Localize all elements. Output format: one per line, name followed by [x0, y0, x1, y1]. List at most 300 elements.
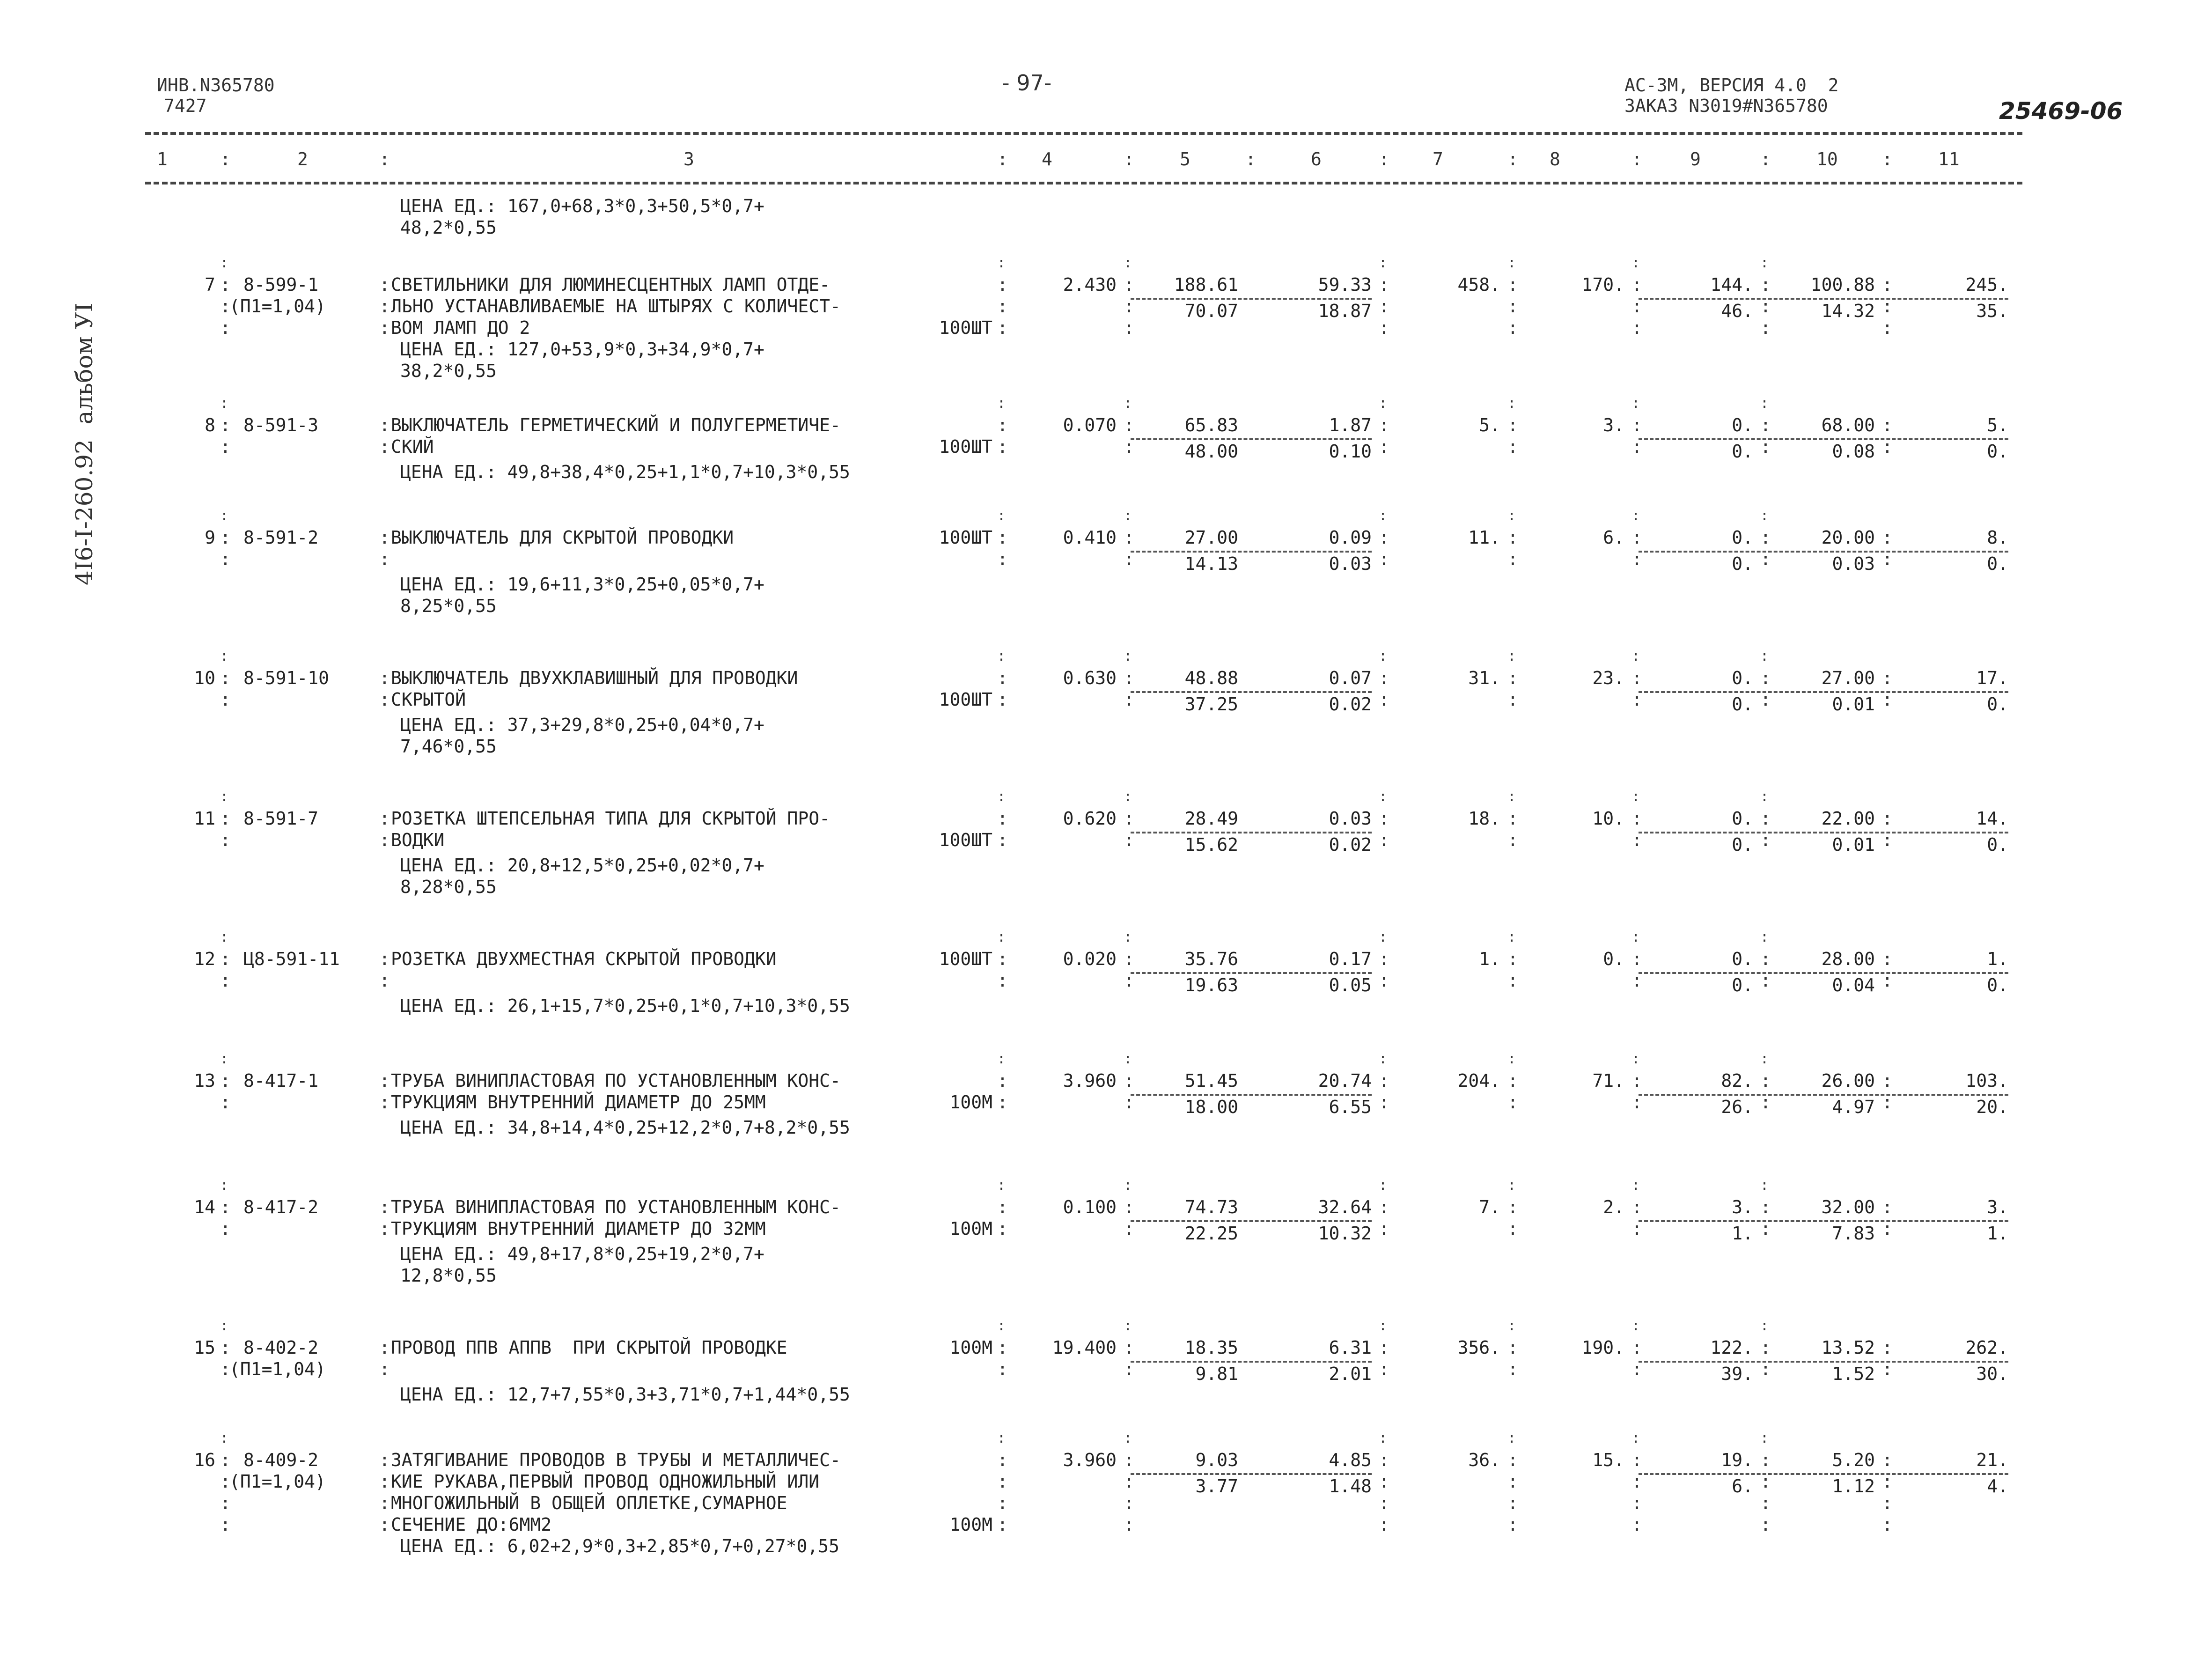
cell-separator: : [379, 1337, 390, 1358]
cell-separator: : [1507, 808, 1518, 829]
cell-separator: : [220, 436, 231, 457]
unit-price-formula: ЦЕНА ЕД.: 34,8+14,4*0,25+12,2*0,7+8,2*0,55 [400, 1117, 850, 1138]
value-c6: 0.03 [1329, 808, 1372, 829]
unit-label: 100ШТ [939, 689, 992, 710]
cell-separator: : [1760, 317, 1771, 338]
value-c5: 27.00 [1184, 527, 1238, 548]
cell-separator: : [1631, 1070, 1642, 1091]
unit-price-formula: 8,28*0,55 [400, 877, 497, 897]
cell-separator: : [1379, 255, 1388, 271]
cell-separator: : [997, 508, 1006, 524]
column-header-3: 3 [683, 149, 694, 170]
column-separator: : [1631, 149, 1642, 170]
cell-separator: : [220, 789, 229, 805]
cell-separator: : [1379, 296, 1389, 317]
row-code: 8-599-1 [243, 274, 319, 295]
value-c5: 188.61 [1174, 274, 1238, 295]
value-c9: 0. [1732, 527, 1753, 548]
cell-separator: : [997, 1337, 1008, 1358]
inventory-number: ИНВ.N365780 [157, 75, 275, 96]
cell-separator: : [1507, 1450, 1518, 1470]
value-c6: 32.64 [1318, 1197, 1372, 1217]
cell-separator: : [379, 668, 390, 688]
cell-separator: : [1379, 436, 1389, 457]
cell-separator: : [1379, 1092, 1389, 1113]
cell-separator: : [379, 1514, 390, 1535]
description-line: ЛЬНО УСТАНАВЛИВАЕМЫЕ НА ШТЫРЯХ С КОЛИЧЕСТ- [391, 296, 841, 317]
cell-separator: : [997, 1218, 1008, 1239]
subtotal-divider [1639, 1094, 2008, 1096]
description-line: ПРОВОД ППВ АППВ ПРИ СКРЫТОЙ ПРОВОДКЕ [391, 1337, 787, 1358]
cell-separator: : [1507, 929, 1516, 945]
value-c11: 1. [1987, 949, 2008, 969]
cell-separator: : [1124, 1092, 1134, 1113]
cell-separator: : [220, 395, 229, 412]
cell-separator: : [1631, 508, 1640, 524]
unit-label: 100ШТ [939, 527, 992, 548]
cell-separator: : [997, 949, 1008, 969]
header-top-rule [145, 132, 2022, 135]
cell-separator: : [220, 1493, 231, 1513]
cell-separator: : [1760, 808, 1771, 829]
cell-separator: : [220, 1450, 231, 1470]
value-c5: 74.73 [1184, 1197, 1238, 1217]
cell-separator: : [1124, 549, 1134, 569]
unit-label: 100ШТ [939, 949, 992, 969]
subtotal-divider [1131, 1094, 1372, 1096]
cell-separator: : [1760, 274, 1771, 295]
cell-separator: : [1631, 949, 1642, 969]
cell-separator: : [1124, 1450, 1134, 1470]
value-c9: 19. [1721, 1450, 1753, 1470]
cell-separator: : [220, 648, 229, 664]
cell-separator: : [1507, 415, 1518, 435]
cell-separator: : [1631, 395, 1640, 412]
value-c6b: 0.05 [1329, 975, 1372, 995]
cell-separator: : [1507, 1471, 1518, 1492]
value-c4: 0.630 [1063, 668, 1117, 688]
cell-separator: : [220, 689, 231, 710]
cell-separator: : [1882, 549, 1893, 569]
cell-separator: : [1631, 1318, 1640, 1334]
cell-separator: : [379, 317, 390, 338]
cell-separator: : [997, 1177, 1006, 1194]
cell-separator: : [1124, 1177, 1132, 1194]
value-c8: 6. [1603, 527, 1624, 548]
unit-price-formula: ЦЕНА ЕД.: 12,7+7,55*0,3+3,71*0,7+1,44*0,55 [400, 1384, 850, 1405]
value-c5b: 14.13 [1184, 553, 1238, 574]
cell-separator: : [1379, 970, 1389, 991]
cell-separator: : [1882, 1218, 1893, 1239]
cell-separator: : [997, 1514, 1008, 1535]
row-number: 16 [194, 1450, 215, 1470]
cell-separator: : [1882, 830, 1893, 850]
subtotal-divider [1639, 972, 2008, 974]
cell-separator: : [1882, 668, 1893, 688]
unit-price-formula: ЦЕНА ЕД.: 49,8+38,4*0,25+1,1*0,7+10,3*0,55 [400, 462, 850, 482]
cell-separator: : [379, 970, 390, 991]
value-c10b: 14.32 [1821, 301, 1875, 321]
cell-separator: : [997, 1359, 1008, 1379]
value-c6b: 0.03 [1329, 553, 1372, 574]
value-c11b: 0. [1987, 975, 2008, 995]
cell-separator: : [1507, 1337, 1518, 1358]
cell-separator: : [1124, 1359, 1134, 1379]
cell-separator: : [1124, 436, 1134, 457]
cell-separator: : [1507, 1218, 1518, 1239]
row-code-coefficient: (П1=1,04) [229, 296, 326, 317]
value-c9b: 0. [1732, 975, 1753, 995]
value-c11: 103. [1965, 1070, 2008, 1091]
cell-separator: : [1124, 1197, 1134, 1217]
value-c7: 11. [1468, 527, 1500, 548]
value-c8: 10. [1592, 808, 1624, 829]
cell-separator: : [1124, 668, 1134, 688]
cell-separator: : [997, 549, 1008, 569]
cell-separator: : [1631, 648, 1640, 664]
cell-separator: : [1631, 929, 1640, 945]
description-line: РОЗЕТКА ШТЕПСЕЛЬНАЯ ТИПА ДЛЯ СКРЫТОЙ ПРО- [391, 808, 830, 829]
column-header-8: 8 [1550, 149, 1560, 170]
cell-separator: : [1379, 808, 1389, 829]
cell-separator: : [220, 1051, 229, 1067]
column-header-9: 9 [1690, 149, 1701, 170]
description-line: ВЫКЛЮЧАТЕЛЬ ГЕРМЕТИЧЕСКИЙ И ПОЛУГЕРМЕТИЧЕ- [391, 415, 841, 435]
cell-separator: : [1507, 689, 1518, 710]
cell-separator: : [1631, 689, 1642, 710]
cell-separator: : [379, 808, 390, 829]
cell-separator: : [220, 549, 231, 569]
cell-separator: : [1882, 689, 1893, 710]
cell-separator: : [1882, 970, 1893, 991]
column-separator: : [997, 149, 1008, 170]
unit-price-formula: ЦЕНА ЕД.: 26,1+15,7*0,25+0,1*0,7+10,3*0,55 [400, 995, 850, 1016]
cell-separator: : [379, 1450, 390, 1470]
cell-separator: : [1124, 689, 1134, 710]
cell-separator: : [1631, 296, 1642, 317]
cell-separator: : [1631, 1177, 1640, 1194]
cell-separator: : [1379, 1177, 1388, 1194]
value-c8: 170. [1581, 274, 1624, 295]
cell-separator: : [1379, 1070, 1389, 1091]
subtotal-divider [1131, 832, 1372, 833]
cell-separator: : [1507, 527, 1518, 548]
cell-separator: : [1882, 1450, 1893, 1470]
cell-separator: : [379, 1493, 390, 1513]
value-c7: 36. [1468, 1450, 1500, 1470]
subtotal-divider [1131, 438, 1372, 440]
handwritten-number: 25469-06 [1999, 97, 2123, 125]
cell-separator: : [1124, 317, 1134, 338]
description-line: ВЫКЛЮЧАТЕЛЬ ДЛЯ СКРЫТОЙ ПРОВОДКИ [391, 527, 734, 548]
cell-separator: : [1379, 1430, 1388, 1446]
unit-label: 100ШТ [939, 830, 992, 850]
value-c5b: 9.81 [1195, 1364, 1238, 1384]
cell-separator: : [1631, 1493, 1642, 1513]
value-c8: 15. [1592, 1450, 1624, 1470]
subtotal-divider [1131, 551, 1372, 553]
value-c7: 18. [1468, 808, 1500, 829]
cell-separator: : [379, 436, 390, 457]
row-number: 7 [205, 274, 215, 295]
column-header-6: 6 [1311, 149, 1322, 170]
cell-separator: : [1379, 1359, 1389, 1379]
row-code: Ц8-591-11 [243, 949, 340, 969]
cell-separator: : [1124, 1493, 1134, 1513]
cell-separator: : [1882, 1471, 1893, 1492]
subtotal-divider [1639, 691, 2008, 693]
cell-separator: : [220, 1430, 229, 1446]
unit-price-formula: 8,25*0,55 [400, 596, 497, 616]
cell-separator: : [997, 1197, 1008, 1217]
value-c10b: 1.12 [1832, 1476, 1875, 1497]
cell-separator: : [379, 1471, 390, 1492]
unit-label: 100М [949, 1337, 992, 1358]
value-c11b: 0. [1987, 441, 2008, 462]
value-c9: 0. [1732, 949, 1753, 969]
cell-separator: : [1760, 929, 1769, 945]
cell-separator: : [379, 1218, 390, 1239]
cell-separator: : [1760, 527, 1771, 548]
cell-separator: : [1631, 1471, 1642, 1492]
order-number: ЗАКАЗ N3019#N365780 [1624, 96, 1828, 116]
cell-separator: : [1124, 1430, 1132, 1446]
value-c4: 3.960 [1063, 1070, 1117, 1091]
header-bottom-rule [145, 182, 2022, 184]
value-c11b: 0. [1987, 834, 2008, 855]
cell-separator: : [1631, 830, 1642, 850]
cell-separator: : [1760, 970, 1771, 991]
cell-separator: : [1379, 415, 1389, 435]
cell-separator: : [220, 1092, 231, 1113]
value-c9b: 39. [1721, 1364, 1753, 1384]
cell-separator: : [1760, 668, 1771, 688]
value-c7: 458. [1457, 274, 1500, 295]
cell-separator: : [1379, 508, 1388, 524]
cell-separator: : [1760, 436, 1771, 457]
cell-separator: : [220, 1471, 231, 1492]
cell-separator: : [1631, 317, 1642, 338]
description-line: СЕЧЕНИЕ ДО:6ММ2 [391, 1514, 552, 1535]
value-c9b: 0. [1732, 553, 1753, 574]
cell-separator: : [1760, 1218, 1771, 1239]
cell-separator: : [1507, 1493, 1518, 1513]
cell-separator: : [1379, 668, 1389, 688]
cell-separator: : [1507, 648, 1516, 664]
value-c9b: 46. [1721, 301, 1753, 321]
description-line: ТРУБА ВИНИПЛАСТОВАЯ ПО УСТАНОВЛЕННЫМ КОНС- [391, 1197, 841, 1217]
subtotal-divider [1131, 1473, 1372, 1475]
column-header-1: 1 [157, 149, 168, 170]
cell-separator: : [1760, 1514, 1771, 1535]
cell-separator: : [1379, 929, 1388, 945]
unit-price-formula: ЦЕНА ЕД.: 19,6+11,3*0,25+0,05*0,7+ [400, 574, 764, 595]
subtotal-divider [1639, 551, 2008, 553]
description-line: ВЫКЛЮЧАТЕЛЬ ДВУХКЛАВИШНЫЙ ДЛЯ ПРОВОДКИ [391, 668, 798, 688]
value-c7: 7. [1479, 1197, 1500, 1217]
column-header-10: 10 [1816, 149, 1838, 170]
value-c9b: 6. [1732, 1476, 1753, 1497]
unit-price-formula: ЦЕНА ЕД.: 167,0+68,3*0,3+50,5*0,7+ [400, 196, 764, 216]
value-c11: 5. [1987, 415, 2008, 435]
value-c9: 0. [1732, 415, 1753, 435]
description-line: ТРУКЦИЯМ ВНУТРЕННИЙ ДИАМЕТР ДО 32ММ [391, 1218, 766, 1239]
value-c6b: 18.87 [1318, 301, 1372, 321]
value-c10: 100.88 [1810, 274, 1875, 295]
cell-separator: : [1124, 789, 1132, 805]
description-line: ВОДКИ [391, 830, 445, 850]
column-header-7: 7 [1433, 149, 1443, 170]
value-c10: 13.52 [1821, 1337, 1875, 1358]
row-code: 8-402-2 [243, 1337, 319, 1358]
cell-separator: : [1631, 668, 1642, 688]
value-c9b: 0. [1732, 694, 1753, 715]
cell-separator: : [1760, 415, 1771, 435]
cell-separator: : [379, 949, 390, 969]
value-c5b: 15.62 [1184, 834, 1238, 855]
cell-separator: : [220, 317, 231, 338]
description-line: ТРУБА ВИНИПЛАСТОВАЯ ПО УСТАНОВЛЕННЫМ КОНС- [391, 1070, 841, 1091]
cell-separator: : [220, 949, 231, 969]
unit-price-formula: 48,2*0,55 [400, 217, 497, 238]
value-c10: 27.00 [1821, 668, 1875, 688]
cell-separator: : [1379, 1337, 1389, 1358]
cell-separator: : [1507, 970, 1518, 991]
cell-separator: : [1507, 830, 1518, 850]
cell-separator: : [997, 970, 1008, 991]
subtotal-divider [1639, 1361, 2008, 1363]
value-c7: 5. [1479, 415, 1500, 435]
cell-separator: : [1124, 830, 1134, 850]
value-c4: 0.410 [1063, 527, 1117, 548]
value-c11: 262. [1965, 1337, 2008, 1358]
column-separator: : [1882, 149, 1893, 170]
value-c11: 3. [1987, 1197, 2008, 1217]
cell-separator: : [1882, 1092, 1893, 1113]
column-header-11: 11 [1938, 149, 1960, 170]
value-c10b: 7.83 [1832, 1223, 1875, 1244]
cell-separator: : [997, 317, 1008, 338]
cell-separator: : [379, 1092, 390, 1113]
cell-separator: : [379, 274, 390, 295]
cell-separator: : [1124, 527, 1134, 548]
value-c5: 28.49 [1184, 808, 1238, 829]
cell-separator: : [379, 1359, 390, 1379]
cell-separator: : [220, 1177, 229, 1194]
cell-separator: : [1631, 436, 1642, 457]
cell-separator: : [1760, 1177, 1769, 1194]
cell-separator: : [1124, 1318, 1132, 1334]
cell-separator: : [1124, 255, 1132, 271]
cell-separator: : [1882, 436, 1893, 457]
cell-separator: : [1507, 1070, 1518, 1091]
cell-separator: : [220, 1359, 231, 1379]
cell-separator: : [997, 808, 1008, 829]
unit-price-formula: 12,8*0,55 [400, 1265, 497, 1286]
cell-separator: : [220, 830, 231, 850]
cell-separator: : [997, 296, 1008, 317]
cell-separator: : [997, 1070, 1008, 1091]
cell-separator: : [1379, 1197, 1389, 1217]
column-separator: : [1507, 149, 1518, 170]
row-code: 8-591-7 [243, 808, 319, 829]
cell-separator: : [1631, 1450, 1642, 1470]
cell-separator: : [1507, 1177, 1516, 1194]
row-number: 12 [194, 949, 215, 969]
value-c11b: 0. [1987, 553, 2008, 574]
value-c4: 0.100 [1063, 1197, 1117, 1217]
cell-separator: : [220, 255, 229, 271]
value-c6b: 0.10 [1329, 441, 1372, 462]
value-c5: 35.76 [1184, 949, 1238, 969]
value-c11b: 35. [1976, 301, 2008, 321]
value-c5b: 70.07 [1184, 301, 1238, 321]
cell-separator: : [1631, 970, 1642, 991]
row-code-coefficient: (П1=1,04) [229, 1359, 326, 1379]
value-c10: 68.00 [1821, 415, 1875, 435]
cell-separator: : [1379, 1514, 1389, 1535]
cell-separator: : [220, 296, 231, 317]
description-line: МНОГОЖИЛЬНЫЙ В ОБЩЕЙ ОПЛЕТКЕ,СУМАРНОЕ [391, 1493, 787, 1513]
cell-separator: : [1379, 317, 1389, 338]
unit-price-formula: ЦЕНА ЕД.: 20,8+12,5*0,25+0,02*0,7+ [400, 855, 764, 876]
cell-separator: : [220, 1318, 229, 1334]
row-code: 8-417-1 [243, 1070, 319, 1091]
cell-separator: : [220, 808, 231, 829]
cell-separator: : [1124, 648, 1132, 664]
cell-separator: : [1631, 1337, 1642, 1358]
cell-separator: : [1124, 970, 1134, 991]
cell-separator: : [1379, 689, 1389, 710]
value-c9: 0. [1732, 668, 1753, 688]
cell-separator: : [1124, 296, 1134, 317]
cell-separator: : [1760, 1070, 1771, 1091]
row-number: 15 [194, 1337, 215, 1358]
value-c10b: 1.52 [1832, 1364, 1875, 1384]
cell-separator: : [1760, 1318, 1769, 1334]
value-c10: 5.20 [1832, 1450, 1875, 1470]
row-code: 8-591-10 [243, 668, 330, 688]
cell-separator: : [1631, 415, 1642, 435]
cell-separator: : [1379, 789, 1388, 805]
version-label: АС-3М, ВЕРСИЯ 4.0 2 [1624, 75, 1839, 96]
cell-separator: : [1507, 274, 1518, 295]
value-c8: 2. [1603, 1197, 1624, 1217]
cell-separator: : [997, 1493, 1008, 1513]
description-line: КИЕ РУКАВА,ПЕРВЫЙ ПРОВОД ОДНОЖИЛЬНЫЙ ИЛИ [391, 1471, 820, 1492]
cell-separator: : [1507, 1092, 1518, 1113]
cell-separator: : [1124, 1471, 1134, 1492]
cell-separator: : [1124, 949, 1134, 969]
cell-separator: : [1760, 1450, 1771, 1470]
cell-separator: : [220, 1514, 231, 1535]
value-c4: 3.960 [1063, 1450, 1117, 1470]
cell-separator: : [1882, 296, 1893, 317]
cell-separator: : [1124, 1337, 1134, 1358]
cell-separator: : [220, 527, 231, 548]
value-c10b: 0.01 [1832, 694, 1875, 715]
cell-separator: : [1882, 527, 1893, 548]
value-c4: 0.020 [1063, 949, 1117, 969]
value-c9b: 0. [1732, 834, 1753, 855]
cell-separator: : [1631, 527, 1642, 548]
cell-separator: : [997, 929, 1006, 945]
cell-separator: : [1631, 1218, 1642, 1239]
value-c7: 1. [1479, 949, 1500, 969]
cell-separator: : [1507, 1318, 1516, 1334]
cell-separator: : [1760, 255, 1769, 271]
description-line: СВЕТИЛЬНИКИ ДЛЯ ЛЮМИНЕСЦЕНТНЫХ ЛАМП ОТДЕ- [391, 274, 830, 295]
